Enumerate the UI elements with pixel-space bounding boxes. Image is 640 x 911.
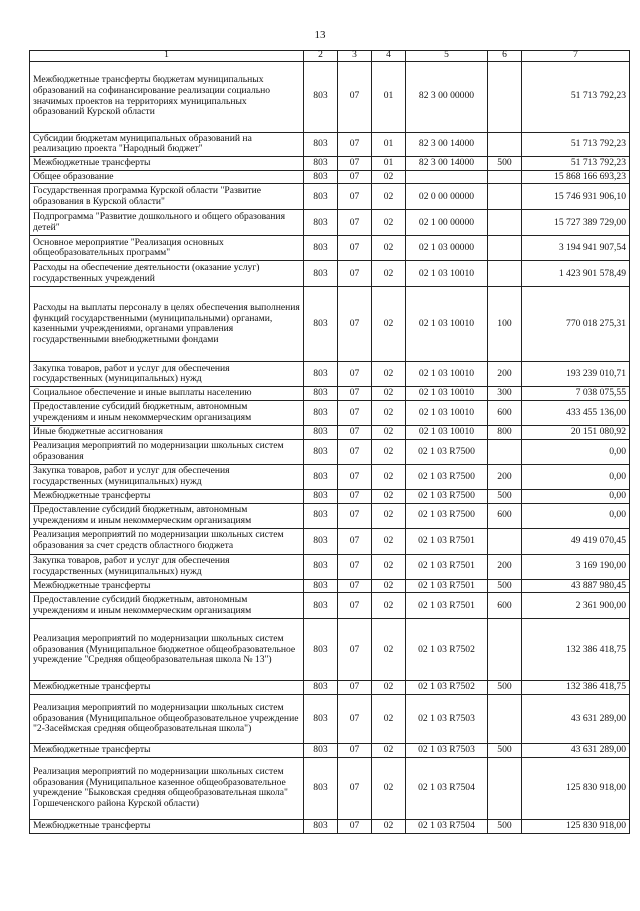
subsection-cell: 02 [372,744,406,758]
subsection-cell: 02 [372,819,406,833]
table-row [30,61,630,132]
subsection-cell: 02 [372,528,406,554]
subsection-cell: 02 [372,236,406,261]
ministry-code-cell: 803 [304,819,338,833]
ministry-code-cell: 803 [304,426,338,440]
section-cell: 07 [338,261,372,287]
header-cell: 1 [30,51,304,62]
row-name-cell: Реализация мероприятий по модернизации школьных систем образования [30,439,304,464]
subsection-cell: 02 [372,439,406,464]
subsection-cell: 02 [372,464,406,489]
table-row [30,554,630,579]
section-cell: 07 [338,61,372,132]
ministry-code-cell: 803 [304,170,338,184]
target-article-cell: 02 1 03 R7500 [406,489,488,503]
section-cell: 07 [338,819,372,833]
header-cell: 4 [372,51,406,62]
row-name-cell: Межбюджетные трансферты [30,681,304,695]
table-row [30,426,630,440]
row-name-cell: Реализация мероприятий по модернизации школьных систем образования (Муниципальное общеобразовательное учреждение "2-Засеймская средняя общеобразовательная школа") [30,695,304,744]
table-row [30,184,630,210]
subsection-cell: 02 [372,695,406,744]
section-cell: 07 [338,681,372,695]
ministry-code-cell: 803 [304,619,338,681]
expense-type-cell: 500 [488,744,522,758]
subsection-cell: 02 [372,401,406,426]
table-body [30,61,630,833]
amount-cell: 2 361 900,00 [522,593,630,619]
section-cell: 07 [338,184,372,210]
ministry-code-cell: 803 [304,579,338,593]
row-name-cell: Межбюджетные трансферты [30,579,304,593]
page-number: 13 [314,29,326,41]
target-article-cell: 82 3 00 14000 [406,132,488,156]
row-name-cell: Подпрограмма "Развитие дошкольного и общего образования детей" [30,210,304,236]
expense-type-cell: 600 [488,401,522,426]
subsection-cell: 02 [372,579,406,593]
table-row [30,287,630,362]
amount-cell: 51 713 792,23 [522,156,630,170]
amount-cell: 43 631 289,00 [522,744,630,758]
section-cell: 07 [338,426,372,440]
ministry-code-cell: 803 [304,210,338,236]
budget-table [29,50,630,834]
row-name-cell: Закупка товаров, работ и услуг для обеспечения государственных (муниципальных) нужд [30,554,304,579]
amount-cell: 3 169 190,00 [522,554,630,579]
amount-cell: 125 830 918,00 [522,757,630,819]
subsection-cell: 02 [372,681,406,695]
section-cell: 07 [338,362,372,387]
target-article-cell: 02 1 03 R7502 [406,619,488,681]
expense-type-cell: 500 [488,819,522,833]
row-name-cell: Межбюджетные трансферты [30,744,304,758]
expense-type-cell: 600 [488,503,522,528]
expense-type-cell [488,261,522,287]
table-row [30,744,630,758]
subsection-cell: 02 [372,426,406,440]
ministry-code-cell: 803 [304,464,338,489]
expense-type-cell [488,210,522,236]
table-row [30,439,630,464]
amount-cell: 15 727 389 729,00 [522,210,630,236]
ministry-code-cell: 803 [304,287,338,362]
amount-cell: 43 887 980,45 [522,579,630,593]
subsection-cell: 02 [372,593,406,619]
table-row [30,210,630,236]
subsection-cell: 01 [372,156,406,170]
expense-type-cell: 600 [488,593,522,619]
expense-type-cell: 500 [488,156,522,170]
target-article-cell: 02 1 03 R7501 [406,579,488,593]
header-cell: 7 [522,51,630,62]
table-row [30,401,630,426]
amount-cell: 7 038 075,55 [522,387,630,401]
expense-type-cell: 500 [488,489,522,503]
expense-type-cell [488,132,522,156]
amount-cell: 15 868 166 693,23 [522,170,630,184]
subsection-cell: 02 [372,387,406,401]
ministry-code-cell: 803 [304,744,338,758]
section-cell: 07 [338,593,372,619]
amount-cell: 1 423 901 578,49 [522,261,630,287]
row-name-cell: Закупка товаров, работ и услуг для обеспечения государственных (муниципальных) нужд [30,464,304,489]
table-row [30,464,630,489]
header-row [30,51,630,62]
expense-type-cell [488,619,522,681]
ministry-code-cell: 803 [304,681,338,695]
subsection-cell: 01 [372,61,406,132]
expense-type-cell: 100 [488,287,522,362]
subsection-cell: 02 [372,619,406,681]
table-row [30,261,630,287]
ministry-code-cell: 803 [304,593,338,619]
table-row [30,503,630,528]
subsection-cell: 02 [372,184,406,210]
table-row [30,489,630,503]
subsection-cell: 02 [372,554,406,579]
row-name-cell: Межбюджетные трансферты [30,489,304,503]
table-row [30,619,630,681]
expense-type-cell [488,184,522,210]
target-article-cell: 02 1 03 R7500 [406,439,488,464]
amount-cell: 132 386 418,75 [522,619,630,681]
row-name-cell: Закупка товаров, работ и услуг для обеспечения государственных (муниципальных) нужд [30,362,304,387]
subsection-cell: 02 [372,210,406,236]
subsection-cell: 01 [372,132,406,156]
row-name-cell: Межбюджетные трансферты [30,819,304,833]
ministry-code-cell: 803 [304,156,338,170]
amount-cell: 0,00 [522,439,630,464]
header-cell: 6 [488,51,522,62]
target-article-cell: 02 1 00 00000 [406,210,488,236]
section-cell: 07 [338,503,372,528]
expense-type-cell: 200 [488,554,522,579]
target-article-cell: 02 1 03 R7502 [406,681,488,695]
section-cell: 07 [338,619,372,681]
expense-type-cell [488,61,522,132]
table-row [30,156,630,170]
section-cell: 07 [338,287,372,362]
row-name-cell: Реализация мероприятий по модернизации школьных систем образования за счет средств областного бюджета [30,528,304,554]
target-article-cell: 02 1 03 10010 [406,401,488,426]
section-cell: 07 [338,464,372,489]
table-row [30,593,630,619]
expense-type-cell: 500 [488,681,522,695]
target-article-cell: 02 1 03 10010 [406,426,488,440]
table-row [30,757,630,819]
expense-type-cell [488,439,522,464]
amount-cell: 0,00 [522,464,630,489]
row-name-cell: Общее образование [30,170,304,184]
section-cell: 07 [338,489,372,503]
target-article-cell: 02 1 03 10010 [406,387,488,401]
expense-type-cell [488,695,522,744]
table-row [30,362,630,387]
target-article-cell: 82 3 00 14000 [406,156,488,170]
header-cell: 5 [406,51,488,62]
expense-type-cell: 500 [488,579,522,593]
row-name-cell: Межбюджетные трансферты [30,156,304,170]
ministry-code-cell: 803 [304,61,338,132]
section-cell: 07 [338,744,372,758]
amount-cell: 132 386 418,75 [522,681,630,695]
table-row [30,819,630,833]
subsection-cell: 02 [372,503,406,528]
ministry-code-cell: 803 [304,132,338,156]
target-article-cell: 02 1 03 R7503 [406,695,488,744]
table-row [30,387,630,401]
expense-type-cell: 300 [488,387,522,401]
table-row [30,681,630,695]
section-cell: 07 [338,132,372,156]
target-article-cell: 02 1 03 10010 [406,362,488,387]
table-row [30,132,630,156]
section-cell: 07 [338,156,372,170]
expense-type-cell [488,757,522,819]
amount-cell: 20 151 080,92 [522,426,630,440]
row-name-cell: Субсидии бюджетам муниципальных образований на реализацию проекта "Народный бюджет" [30,132,304,156]
table-row [30,528,630,554]
row-name-cell: Основное мероприятие "Реализация основных общеобразовательных программ" [30,236,304,261]
target-article-cell: 02 1 03 10010 [406,261,488,287]
expense-type-cell: 200 [488,464,522,489]
expense-type-cell [488,236,522,261]
row-name-cell: Предоставление субсидий бюджетным, автономным учреждениям и иным некоммерческим организациям [30,503,304,528]
subsection-cell: 02 [372,362,406,387]
section-cell: 07 [338,236,372,261]
row-name-cell: Реализация мероприятий по модернизации школьных систем образования (Муниципальное бюджетное общеобразовательное учреждение "Средняя общеобразовательная школа № 13") [30,619,304,681]
row-name-cell: Расходы на выплаты персоналу в целях обеспечения выполнения функций государственными (муниципальными) органами, казенными учреждениями, органами управления государственными внебюджетными фондами [30,287,304,362]
amount-cell: 3 194 941 907,54 [522,236,630,261]
section-cell: 07 [338,554,372,579]
target-article-cell: 02 1 03 R7500 [406,503,488,528]
target-article-cell: 02 1 03 R7504 [406,819,488,833]
ministry-code-cell: 803 [304,489,338,503]
row-name-cell: Предоставление субсидий бюджетным, автономным учреждениям и иным некоммерческим организациям [30,401,304,426]
section-cell: 07 [338,387,372,401]
target-article-cell: 02 1 03 R7501 [406,528,488,554]
ministry-code-cell: 803 [304,554,338,579]
target-article-cell: 02 1 03 R7503 [406,744,488,758]
target-article-cell: 02 1 03 R7501 [406,554,488,579]
row-name-cell: Предоставление субсидий бюджетным, автономным учреждениям и иным некоммерческим организациям [30,593,304,619]
row-name-cell: Межбюджетные трансферты бюджетам муниципальных образований на софинансирование реализации социально значимых проектов на территориях муниципальных образований Курской области [30,61,304,132]
subsection-cell: 02 [372,287,406,362]
section-cell: 07 [338,210,372,236]
ministry-code-cell: 803 [304,401,338,426]
ministry-code-cell: 803 [304,528,338,554]
section-cell: 07 [338,579,372,593]
subsection-cell: 02 [372,757,406,819]
section-cell: 07 [338,170,372,184]
target-article-cell: 02 1 03 R7500 [406,464,488,489]
target-article-cell: 82 3 00 00000 [406,61,488,132]
expense-type-cell [488,170,522,184]
ministry-code-cell: 803 [304,236,338,261]
ministry-code-cell: 803 [304,695,338,744]
section-cell: 07 [338,757,372,819]
ministry-code-cell: 803 [304,184,338,210]
expense-type-cell: 800 [488,426,522,440]
amount-cell: 125 830 918,00 [522,819,630,833]
row-name-cell: Расходы на обеспечение деятельности (оказание услуг) государственных учреждений [30,261,304,287]
ministry-code-cell: 803 [304,757,338,819]
amount-cell: 770 018 275,31 [522,287,630,362]
section-cell: 07 [338,528,372,554]
section-cell: 07 [338,695,372,744]
amount-cell: 51 713 792,23 [522,61,630,132]
table-row [30,579,630,593]
amount-cell: 51 713 792,23 [522,132,630,156]
amount-cell: 433 455 136,00 [522,401,630,426]
subsection-cell: 02 [372,170,406,184]
amount-cell: 0,00 [522,503,630,528]
ministry-code-cell: 803 [304,503,338,528]
ministry-code-cell: 803 [304,362,338,387]
target-article-cell [406,170,488,184]
subsection-cell: 02 [372,489,406,503]
amount-cell: 43 631 289,00 [522,695,630,744]
amount-cell: 15 746 931 906,10 [522,184,630,210]
target-article-cell: 02 1 03 10010 [406,287,488,362]
expense-type-cell: 200 [488,362,522,387]
subsection-cell: 02 [372,261,406,287]
ministry-code-cell: 803 [304,439,338,464]
section-cell: 07 [338,439,372,464]
ministry-code-cell: 803 [304,261,338,287]
amount-cell: 193 239 010,71 [522,362,630,387]
target-article-cell: 02 1 03 R7504 [406,757,488,819]
row-name-cell: Государственная программа Курской области "Развитие образования в Курской области" [30,184,304,210]
table-row [30,695,630,744]
row-name-cell: Реализация мероприятий по модернизации школьных систем образования (Муниципальное казенное общеобразовательное учреждение "Быковская средняя общеобразовательная школа" Горшеченского района Курской области) [30,757,304,819]
amount-cell: 0,00 [522,489,630,503]
table-row [30,170,630,184]
target-article-cell: 02 1 03 00000 [406,236,488,261]
row-name-cell: Социальное обеспечение и иные выплаты населению [30,387,304,401]
amount-cell: 49 419 070,45 [522,528,630,554]
header-cell: 3 [338,51,372,62]
target-article-cell: 02 0 00 00000 [406,184,488,210]
expense-type-cell [488,528,522,554]
row-name-cell: Иные бюджетные ассигнования [30,426,304,440]
table-row [30,236,630,261]
section-cell: 07 [338,401,372,426]
ministry-code-cell: 803 [304,387,338,401]
header-cell: 2 [304,51,338,62]
target-article-cell: 02 1 03 R7501 [406,593,488,619]
